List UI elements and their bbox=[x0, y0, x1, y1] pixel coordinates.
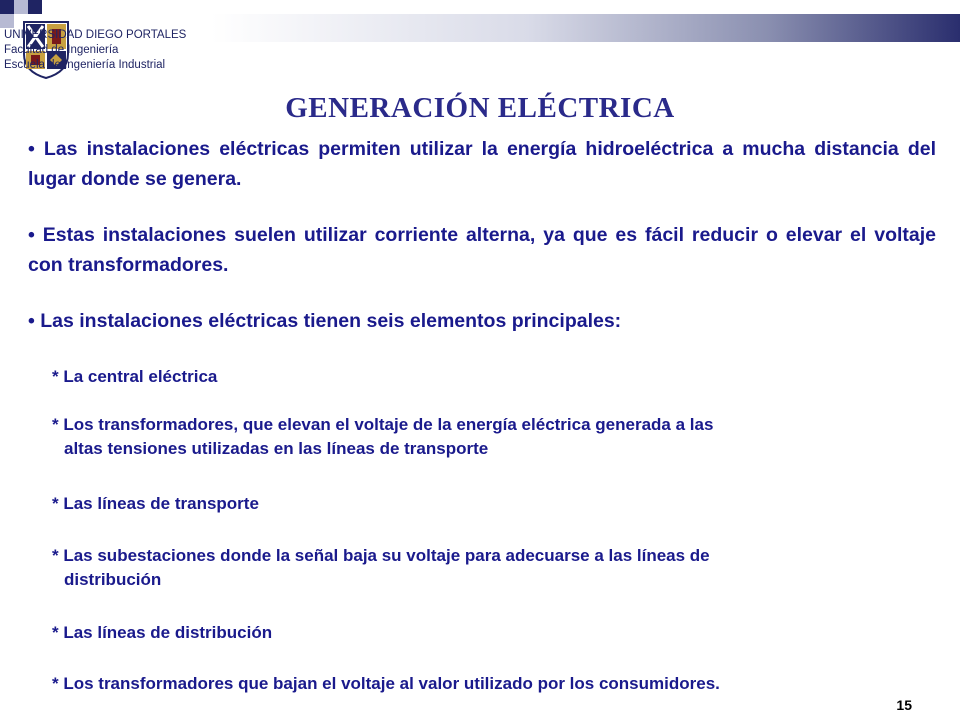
page-number: 15 bbox=[896, 697, 912, 713]
decor-square bbox=[0, 14, 14, 28]
decor-square bbox=[14, 0, 28, 14]
element-item bbox=[52, 413, 932, 461]
element-line: * Las subestaciones donde la señal baja su voltaje para adecuarse a las líneas de bbox=[52, 546, 710, 565]
element-item bbox=[52, 672, 932, 696]
slide-title: GENERACIÓN ELÉCTRICA bbox=[285, 92, 675, 124]
element-line: * Los transformadores que bajan el voltaje al valor utilizado por los consumidores. bbox=[52, 674, 720, 693]
element-line-continuation: altas tensiones utilizadas en las líneas de transporte bbox=[64, 439, 489, 458]
institution-block bbox=[4, 28, 186, 73]
element-line: * Las líneas de transporte bbox=[52, 494, 259, 513]
bullet-text: Las instalaciones eléctricas tienen seis elementos principales: bbox=[40, 310, 622, 332]
element-item bbox=[52, 544, 932, 592]
bullet-paragraph: • Estas instalaciones suelen utilizar corriente alterna, ya que es fácil reducir o elevar el voltaje con transformadores. bbox=[28, 224, 937, 276]
element-line-continuation: distribución bbox=[64, 570, 162, 589]
university-name: UNIVERSIDAD DIEGO PORTALES bbox=[4, 29, 187, 41]
bullet-text: Las instalaciones eléctricas permiten utilizar la energía hidroeléctrica a mucha distancia del lugar donde se genera. bbox=[28, 138, 936, 190]
faculty-name: Facultad de Ingeniería bbox=[4, 44, 119, 56]
bullet-paragraph: • Las instalaciones eléctricas tienen seis elementos principales: bbox=[28, 310, 622, 332]
element-line: * La central eléctrica bbox=[52, 367, 218, 386]
bullet-text: Estas instalaciones suelen utilizar corriente alterna, ya que es fácil reducir o elevar el voltaje con transformadores. bbox=[28, 224, 937, 276]
school-name: Escuela de Ingeniería Industrial bbox=[4, 59, 166, 71]
element-item bbox=[52, 621, 932, 645]
decor-square bbox=[0, 0, 14, 14]
element-line: * Los transformadores, que elevan el voltaje de la energía eléctrica generada a las bbox=[52, 415, 714, 434]
element-line: * Las líneas de distribución bbox=[52, 623, 273, 642]
decor-square bbox=[28, 0, 42, 14]
bullet-paragraph: • Las instalaciones eléctricas permiten utilizar la energía hidroeléctrica a mucha distancia del lugar donde se genera. bbox=[28, 138, 936, 190]
element-item bbox=[52, 492, 932, 516]
element-item bbox=[52, 365, 932, 389]
